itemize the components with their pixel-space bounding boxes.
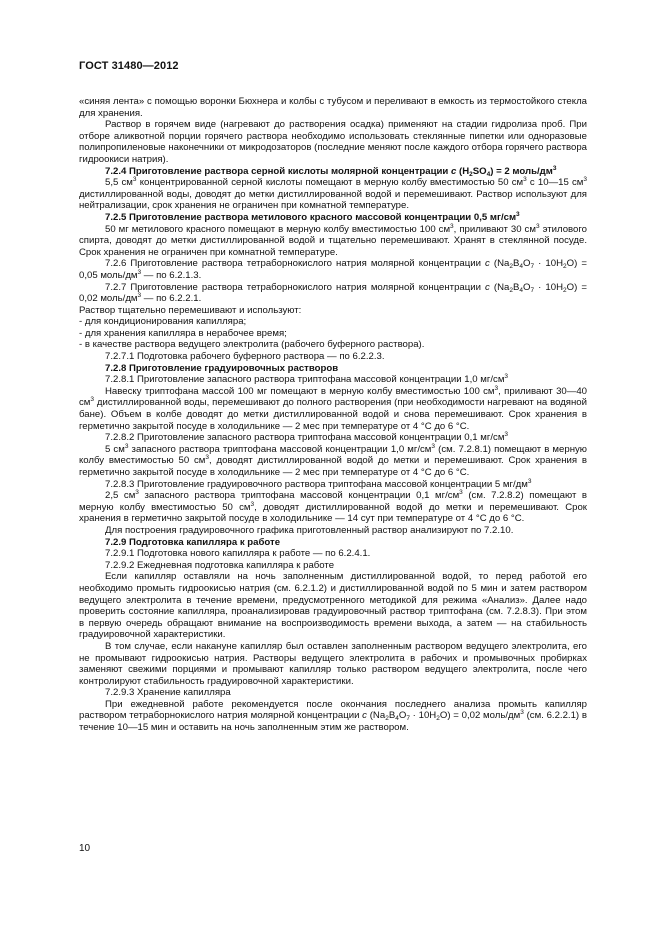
document-body — [79, 96, 587, 734]
paragraph: Для построения градуировочного графика приготовленный раствор анализируют по 7.2.10. — [105, 524, 514, 536]
paragraph: 50 мг метилового красного помещают в мерную колбу вместимостью 100 $см^3$, приливают 30 $см^3$ этилового спирта, доводят до метки дистиллированной водой и тщательно перемешивают. Хранят в стеклянной посуде. Срок хранения не ограничен при комнатной температуре. — [79, 222, 588, 258]
subsection-heading: 7.2.9.3 Хранение капилляра — [105, 687, 231, 699]
list-item: - в качестве раствора ведущего электролита (рабочего буферного раствора). — [79, 339, 425, 351]
section-heading: 7.2.5 Приготовление раствора метилового красного массовой концентрации 0,5 $мг/см^3$ — [105, 210, 520, 223]
paragraph: 7.2.7.1 Подготовка рабочего буферного раствора — по 6.2.2.3. — [105, 351, 385, 363]
subsection-heading: 7.2.9.1 Подготовка нового капилляра к работе — по 6.2.4.1. — [105, 548, 371, 560]
paragraph: Навеску триптофана массой 100 мг помещают в мерную колбу вместимостью 100 $см^3$, приливают 30—40 $см^3$ дистиллированной воды, перемешивают до полного растворения (при необходимости нагревают на водяной бане). Объем в колбе доводят до метки дистиллированной водой и снова перемешивают. Срок хранения в герметично закрытой посуде в холодильнике — 2 мес при температуре от 4 °С до 6 °С. — [79, 384, 588, 432]
subsection-heading: 7.2.8.1 Приготовление запасного раствора триптофана массовой концентрации 1,0 $мг/см^3$ — [105, 373, 509, 386]
paragraph: В том случае, если накануне капилляр был оставлен заполненным раствором ведущего электролита, его не промывают гидроокисью натрия. Растворы ведущего электролита в рабочих и промывочных пробирках заменяют свежими порциями и промывают капилляр только раствором ведущего электролита, после чего контролируют стабильность градуировочной характеристики. — [79, 640, 587, 687]
page-number: 10 — [79, 843, 91, 854]
document-header: ГОСТ 31480—2012 — [79, 60, 179, 72]
section-heading: 7.2.9 Подготовка капилляра к работе — [105, 536, 281, 548]
paragraph: 7.2.6 Приготовление раствора тетраборнокислого натрия молярной концентрации c $(Na_2B_4O_7 \cdot 10H_2O) = 0,05$ моль/$дм^3$ — по 6.2.1.3. — [79, 258, 587, 281]
subsection-heading: 7.2.8.2 Приготовление запасного раствора триптофана массовой концентрации 0,1 $мг/см^3$ — [105, 431, 509, 444]
section-heading: 7.2.4 Приготовление раствора серной кислоты молярной концентрации c $(H_2SO_4) = 2$ моль/$дм^3$ — [105, 164, 557, 178]
section-heading: 7.2.8 Приготовление градуировочных растворов — [105, 362, 339, 374]
subsection-heading: 7.2.9.2 Ежедневная подготовка капилляра к работе — [105, 559, 335, 571]
paragraph: Раствор в горячем виде (нагревают до растворения осадка) применяют на стадии гидролиза проб. При отборе аликвотной порции горячего раствора необходимо использовать стеклянные пипетки или одноразовые полипропиленовые наконечники от микродозаторов (последние меняют после каждого отбора горячего раствора гидроокиси натрия). — [79, 119, 587, 165]
paragraph: 2,5 $см^3$ запасного раствора триптофана массовой концентрации 0,1 $мг/см^3$ (см. 7.2.8.2) помещают в мерную колбу вместимостью 50 $см^3$, доводят дистиллированной водой до метки и перемешивают. Срок хранения в герметично закрытой посуде в холодильнике — 14 сут при температуре от 4 °С до 6 °С. — [79, 489, 587, 525]
paragraph: 5,5 $см^3$ концентрированной серной кислоты помещают в мерную колбу вместимостью 50 $см^3$ с 10—15 $см^3$ дистиллированной воды, доводят до метки дистиллированной водой и перемешивают. Раствор используют для нейтрализации, срок хранения не ограничен при комнатной температуре. — [79, 176, 587, 212]
list-item: - для хранения капилляра в нерабочее время; — [79, 327, 287, 339]
paragraph: Если капилляр оставляли на ночь заполненным дистиллированной водой, то перед работой его необходимо промыть гидроокисью натрия (см. 6.2.1.2) и дистиллированной водой по 5 мин и затем раствором ведущего электролита в течение времени, предусмотренного методикой для режима «Анализ». Далее надо проверить состояние капилляра, проанализировав градуировочный раствор триптофана (см. 7.2.8.3). При этом в первую очередь обращают внимание на воспроизводимость времени выхода, а затем — на стабильность градуировочной характеристики. — [79, 571, 587, 641]
list-item: - для кондиционирования капилляра; — [79, 316, 247, 328]
subsection-heading: 7.2.8.3 Приготовление градуировочного раствора триптофана массовой концентрации 5 $мг/дм^3$ — [105, 477, 532, 490]
paragraph: 5 $см^3$ запасного раствора триптофана массовой концентрации 1,0 $мг/см^3$ (см. 7.2.8.1) помещают в мерную колбу вместимостью 50 $см^3$, доводят дистиллированной водой до метки и перемешивают. Срок хранения в герметично закрытой посуде в холодильнике — 2 мес при температуре от 4 °С до 6 °С. — [79, 442, 587, 478]
paragraph: «синяя лента» с помощью воронки Бюхнера и колбы с тубусом и переливают в емкость из термостойкого стекла для хранения. — [79, 96, 587, 119]
paragraph: Раствор тщательно перемешивают и используют: — [79, 304, 302, 316]
paragraph: 7.2.7 Приготовление раствора тетраборнокислого натрия молярной концентрации c $(Na_2B_4O_7 \cdot 10H_2O) = 0,02$ моль/$дм^3$ — по 6.2.2.1. — [79, 281, 587, 305]
paragraph: При ежедневной работе рекомендуется после окончания последнего анализа промыть капилляр раствором тетраборнокислого натрия молярной концентрации c $(Na_2B_4O_7 \cdot 10H_2O) = 0,02$ моль/$дм^3$ (см. 6.2.2.1) в течение 10—15 мин и оставить на ночь заполненным этим же раствором. — [79, 698, 587, 734]
